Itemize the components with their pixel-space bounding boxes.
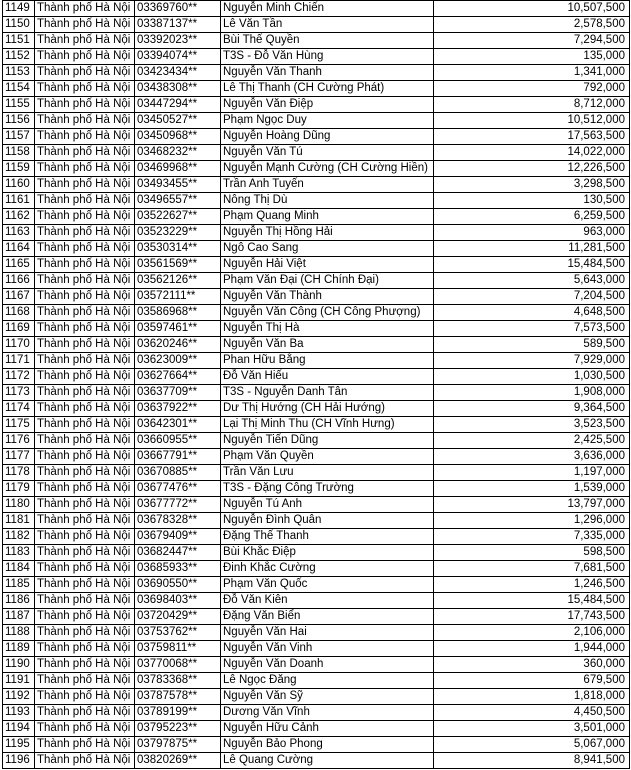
table-row (3, 113, 630, 129)
row-number: 1149 (3, 1, 35, 17)
name-cell: Lê Ngọc Đăng (221, 673, 434, 689)
phone-cell: 03698403** (135, 593, 221, 609)
city-cell: Thành phố Hà Nội (35, 689, 135, 705)
row-number: 1159 (3, 161, 35, 177)
name-cell: Nguyễn Văn Thành (221, 289, 434, 305)
row-number: 1175 (3, 417, 35, 433)
amount-cell: 14,022,000 (434, 145, 630, 161)
phone-cell: 03522627** (135, 209, 221, 225)
row-number: 1182 (3, 529, 35, 545)
name-cell: Đặng Thế Thanh (221, 529, 434, 545)
amount-cell: 1,908,000 (434, 385, 630, 401)
table-row (3, 369, 630, 385)
city-cell: Thành phố Hà Nội (35, 257, 135, 273)
table-row (3, 449, 630, 465)
row-number: 1196 (3, 753, 35, 769)
name-cell: T3S - Nguyễn Danh Tân (221, 385, 434, 401)
phone-cell: 03450968** (135, 129, 221, 145)
phone-cell: 03660955** (135, 433, 221, 449)
table-row (3, 1, 630, 17)
phone-cell: 03677476** (135, 481, 221, 497)
phone-cell: 03530314** (135, 241, 221, 257)
row-number: 1161 (3, 193, 35, 209)
phone-cell: 03450527** (135, 113, 221, 129)
city-cell: Thành phố Hà Nội (35, 561, 135, 577)
phone-cell: 03523229** (135, 225, 221, 241)
row-number: 1152 (3, 49, 35, 65)
name-cell: Nguyễn Văn Doanh (221, 657, 434, 673)
row-number: 1185 (3, 577, 35, 593)
amount-cell: 10,507,500 (434, 1, 630, 17)
city-cell: Thành phố Hà Nội (35, 273, 135, 289)
amount-cell: 2,425,500 (434, 433, 630, 449)
name-cell: Nguyễn Tú Anh (221, 497, 434, 513)
row-number: 1184 (3, 561, 35, 577)
phone-cell: 03493455** (135, 177, 221, 193)
name-cell: Nguyễn Văn Vinh (221, 641, 434, 657)
table-row (3, 529, 630, 545)
name-cell: Phạm Ngọc Duy (221, 113, 434, 129)
amount-cell: 1,539,000 (434, 481, 630, 497)
table-row (3, 225, 630, 241)
table-row (3, 657, 630, 673)
table-row (3, 753, 630, 769)
amount-cell: 1,197,000 (434, 465, 630, 481)
table-row (3, 401, 630, 417)
row-number: 1194 (3, 721, 35, 737)
table-row (3, 385, 630, 401)
city-cell: Thành phố Hà Nội (35, 545, 135, 561)
row-number: 1188 (3, 625, 35, 641)
phone-cell: 03597461** (135, 321, 221, 337)
city-cell: Thành phố Hà Nội (35, 673, 135, 689)
phone-cell: 03667791** (135, 449, 221, 465)
phone-cell: 03789199** (135, 705, 221, 721)
amount-cell: 963,000 (434, 225, 630, 241)
amount-cell: 7,929,000 (434, 353, 630, 369)
city-cell: Thành phố Hà Nội (35, 753, 135, 769)
name-cell: Nguyễn Minh Chiến (221, 1, 434, 17)
phone-cell: 03468232** (135, 145, 221, 161)
table-row (3, 689, 630, 705)
row-number: 1154 (3, 81, 35, 97)
amount-cell: 7,335,000 (434, 529, 630, 545)
city-cell: Thành phố Hà Nội (35, 497, 135, 513)
table-row (3, 177, 630, 193)
city-cell: Thành phố Hà Nội (35, 369, 135, 385)
table-row (3, 81, 630, 97)
amount-cell: 7,294,500 (434, 33, 630, 49)
amount-cell: 10,512,000 (434, 113, 630, 129)
city-cell: Thành phố Hà Nội (35, 353, 135, 369)
amount-cell: 1,030,500 (434, 369, 630, 385)
city-cell: Thành phố Hà Nội (35, 513, 135, 529)
city-cell: Thành phố Hà Nội (35, 449, 135, 465)
phone-cell: 03783368** (135, 673, 221, 689)
city-cell: Thành phố Hà Nội (35, 705, 135, 721)
phone-cell: 03561569** (135, 257, 221, 273)
name-cell: Nguyễn Văn Điệp (221, 97, 434, 113)
row-number: 1178 (3, 465, 35, 481)
city-cell: Thành phố Hà Nội (35, 1, 135, 17)
name-cell: Lê Quang Cường (221, 753, 434, 769)
city-cell: Thành phố Hà Nội (35, 129, 135, 145)
name-cell: Dư Thị Hướng (CH Hải Hướng) (221, 401, 434, 417)
phone-cell: 03586968** (135, 305, 221, 321)
name-cell: Nguyễn Hoàng Dũng (221, 129, 434, 145)
row-number: 1174 (3, 401, 35, 417)
city-cell: Thành phố Hà Nội (35, 625, 135, 641)
amount-cell: 1,341,000 (434, 65, 630, 81)
city-cell: Thành phố Hà Nội (35, 657, 135, 673)
city-cell: Thành phố Hà Nội (35, 161, 135, 177)
name-cell: Bùi Khắc Điệp (221, 545, 434, 561)
phone-cell: 03423434** (135, 65, 221, 81)
city-cell: Thành phố Hà Nội (35, 401, 135, 417)
row-number: 1180 (3, 497, 35, 513)
phone-cell: 03642301** (135, 417, 221, 433)
amount-cell: 8,712,000 (434, 97, 630, 113)
city-cell: Thành phố Hà Nội (35, 241, 135, 257)
table-row (3, 337, 630, 353)
row-number: 1163 (3, 225, 35, 241)
table-row (3, 433, 630, 449)
city-cell: Thành phố Hà Nội (35, 49, 135, 65)
name-cell: Bùi Thế Quyền (221, 33, 434, 49)
row-number: 1193 (3, 705, 35, 721)
name-cell: Nguyễn Mạnh Cường (CH Cường Hiền) (221, 161, 434, 177)
phone-cell: 03572111** (135, 289, 221, 305)
name-cell: Đỗ Văn Hiếu (221, 369, 434, 385)
table-row (3, 241, 630, 257)
amount-cell: 792,000 (434, 81, 630, 97)
city-cell: Thành phố Hà Nội (35, 609, 135, 625)
city-cell: Thành phố Hà Nội (35, 721, 135, 737)
row-number: 1186 (3, 593, 35, 609)
table-row (3, 561, 630, 577)
table-row (3, 705, 630, 721)
name-cell: T3S - Đỗ Văn Hùng (221, 49, 434, 65)
phone-cell: 03682447** (135, 545, 221, 561)
name-cell: Nguyễn Văn Ba (221, 337, 434, 353)
phone-cell: 03369760** (135, 1, 221, 17)
phone-cell: 03620246** (135, 337, 221, 353)
city-cell: Thành phố Hà Nội (35, 97, 135, 113)
phone-cell: 03637709** (135, 385, 221, 401)
row-number: 1165 (3, 257, 35, 273)
amount-cell: 7,204,500 (434, 289, 630, 305)
amount-cell: 15,484,500 (434, 593, 630, 609)
city-cell: Thành phố Hà Nội (35, 321, 135, 337)
phone-cell: 03496557** (135, 193, 221, 209)
table-row (3, 65, 630, 81)
table-row (3, 737, 630, 753)
amount-cell: 2,106,000 (434, 625, 630, 641)
table-row (3, 257, 630, 273)
row-number: 1157 (3, 129, 35, 145)
phone-cell: 03469968** (135, 161, 221, 177)
amount-cell: 3,501,000 (434, 721, 630, 737)
row-number: 1160 (3, 177, 35, 193)
table-row (3, 353, 630, 369)
amount-cell: 8,941,500 (434, 753, 630, 769)
table-row (3, 33, 630, 49)
amount-cell: 135,000 (434, 49, 630, 65)
city-cell: Thành phố Hà Nội (35, 737, 135, 753)
name-cell: Đỗ Văn Kiên (221, 593, 434, 609)
name-cell: Nguyễn Thị Hà (221, 321, 434, 337)
amount-cell: 7,681,500 (434, 561, 630, 577)
amount-cell: 17,743,500 (434, 609, 630, 625)
amount-cell: 3,298,500 (434, 177, 630, 193)
row-number: 1155 (3, 97, 35, 113)
row-number: 1168 (3, 305, 35, 321)
city-cell: Thành phố Hà Nội (35, 65, 135, 81)
row-number: 1183 (3, 545, 35, 561)
phone-cell: 03387137** (135, 17, 221, 33)
table-row (3, 193, 630, 209)
table-row (3, 593, 630, 609)
table-row (3, 273, 630, 289)
amount-cell: 3,636,000 (434, 449, 630, 465)
table-row (3, 305, 630, 321)
city-cell: Thành phố Hà Nội (35, 177, 135, 193)
row-number: 1181 (3, 513, 35, 529)
row-number: 1169 (3, 321, 35, 337)
phone-cell: 03447294** (135, 97, 221, 113)
name-cell: Dương Văn Vĩnh (221, 705, 434, 721)
phone-cell: 03685933** (135, 561, 221, 577)
phone-cell: 03623009** (135, 353, 221, 369)
table-row (3, 609, 630, 625)
amount-cell: 12,226,500 (434, 161, 630, 177)
phone-cell: 03627664** (135, 369, 221, 385)
table-row (3, 417, 630, 433)
city-cell: Thành phố Hà Nội (35, 385, 135, 401)
name-cell: Lê Văn Tần (221, 17, 434, 33)
phone-cell: 03438308** (135, 81, 221, 97)
phone-cell: 03770068** (135, 657, 221, 673)
phone-cell: 03787578** (135, 689, 221, 705)
name-cell: Nguyễn Văn Công (CH Công Phượng) (221, 305, 434, 321)
row-number: 1166 (3, 273, 35, 289)
amount-cell: 4,450,500 (434, 705, 630, 721)
table-row (3, 129, 630, 145)
name-cell: Nguyễn Hải Việt (221, 257, 434, 273)
row-number: 1150 (3, 17, 35, 33)
name-cell: Ngô Cao Sang (221, 241, 434, 257)
row-number: 1173 (3, 385, 35, 401)
amount-cell: 6,259,500 (434, 209, 630, 225)
row-number: 1172 (3, 369, 35, 385)
table-row (3, 497, 630, 513)
row-number: 1189 (3, 641, 35, 657)
table-row (3, 321, 630, 337)
name-cell: Phạm Văn Đại (CH Chính Đại) (221, 273, 434, 289)
amount-cell: 2,578,500 (434, 17, 630, 33)
name-cell: Nguyễn Hữu Cảnh (221, 721, 434, 737)
phone-cell: 03720429** (135, 609, 221, 625)
table-row (3, 17, 630, 33)
name-cell: Phạm Văn Quyền (221, 449, 434, 465)
name-cell: Nguyễn Văn Hai (221, 625, 434, 641)
city-cell: Thành phố Hà Nội (35, 529, 135, 545)
row-number: 1158 (3, 145, 35, 161)
table-row (3, 545, 630, 561)
city-cell: Thành phố Hà Nội (35, 113, 135, 129)
row-number: 1162 (3, 209, 35, 225)
name-cell: Nông Thị Dù (221, 193, 434, 209)
phone-cell: 03670885** (135, 465, 221, 481)
phone-cell: 03690550** (135, 577, 221, 593)
city-cell: Thành phố Hà Nội (35, 145, 135, 161)
table-row (3, 209, 630, 225)
phone-cell: 03753762** (135, 625, 221, 641)
name-cell: Phan Hữu Bằng (221, 353, 434, 369)
row-number: 1151 (3, 33, 35, 49)
name-cell: Phạm Văn Quốc (221, 577, 434, 593)
amount-cell: 1,296,000 (434, 513, 630, 529)
row-number: 1171 (3, 353, 35, 369)
city-cell: Thành phố Hà Nội (35, 17, 135, 33)
row-number: 1192 (3, 689, 35, 705)
name-cell: T3S - Đặng Công Trường (221, 481, 434, 497)
table-row (3, 673, 630, 689)
amount-cell: 589,500 (434, 337, 630, 353)
city-cell: Thành phố Hà Nội (35, 641, 135, 657)
amount-cell: 130,500 (434, 193, 630, 209)
amount-cell: 7,573,500 (434, 321, 630, 337)
phone-cell: 03562126** (135, 273, 221, 289)
phone-cell: 03679409** (135, 529, 221, 545)
city-cell: Thành phố Hà Nội (35, 337, 135, 353)
table-row (3, 641, 630, 657)
name-cell: Phạm Quang Minh (221, 209, 434, 225)
city-cell: Thành phố Hà Nội (35, 593, 135, 609)
phone-cell: 03797875** (135, 737, 221, 753)
phone-cell: 03795223** (135, 721, 221, 737)
city-cell: Thành phố Hà Nội (35, 289, 135, 305)
city-cell: Thành phố Hà Nội (35, 433, 135, 449)
row-number: 1167 (3, 289, 35, 305)
row-number: 1191 (3, 673, 35, 689)
phone-cell: 03678328** (135, 513, 221, 529)
phone-cell: 03392023** (135, 33, 221, 49)
amount-cell: 1,818,000 (434, 689, 630, 705)
name-cell: Nguyễn Thị Hồng Hải (221, 225, 434, 241)
amount-cell: 1,944,000 (434, 641, 630, 657)
amount-cell: 360,000 (434, 657, 630, 673)
phone-cell: 03759811** (135, 641, 221, 657)
phone-cell: 03637922** (135, 401, 221, 417)
row-number: 1170 (3, 337, 35, 353)
table-row (3, 625, 630, 641)
amount-cell: 11,281,500 (434, 241, 630, 257)
city-cell: Thành phố Hà Nội (35, 577, 135, 593)
amount-cell: 598,500 (434, 545, 630, 561)
city-cell: Thành phố Hà Nội (35, 305, 135, 321)
phone-cell: 03677772** (135, 497, 221, 513)
amount-cell: 4,648,500 (434, 305, 630, 321)
table-row (3, 161, 630, 177)
table-row (3, 289, 630, 305)
row-number: 1153 (3, 65, 35, 81)
amount-cell: 13,797,000 (434, 497, 630, 513)
phone-cell: 03394074** (135, 49, 221, 65)
name-cell: Nguyễn Bảo Phong (221, 737, 434, 753)
row-number: 1177 (3, 449, 35, 465)
city-cell: Thành phố Hà Nội (35, 81, 135, 97)
name-cell: Nguyễn Văn Thanh (221, 65, 434, 81)
city-cell: Thành phố Hà Nội (35, 465, 135, 481)
row-number: 1176 (3, 433, 35, 449)
table-row (3, 721, 630, 737)
amount-cell: 1,246,500 (434, 577, 630, 593)
city-cell: Thành phố Hà Nội (35, 417, 135, 433)
name-cell: Lại Thị Minh Thu (CH Vĩnh Hưng) (221, 417, 434, 433)
name-cell: Nguyễn Văn Sỹ (221, 689, 434, 705)
amount-cell: 9,364,500 (434, 401, 630, 417)
city-cell: Thành phố Hà Nội (35, 209, 135, 225)
name-cell: Đinh Khắc Cường (221, 561, 434, 577)
records-table-body (3, 1, 630, 769)
table-row (3, 97, 630, 113)
city-cell: Thành phố Hà Nội (35, 193, 135, 209)
amount-cell: 5,067,000 (434, 737, 630, 753)
table-row (3, 481, 630, 497)
table-row (3, 513, 630, 529)
city-cell: Thành phố Hà Nội (35, 225, 135, 241)
name-cell: Nguyễn Văn Tú (221, 145, 434, 161)
records-table (2, 0, 630, 769)
row-number: 1195 (3, 737, 35, 753)
row-number: 1179 (3, 481, 35, 497)
row-number: 1164 (3, 241, 35, 257)
phone-cell: 03820269** (135, 753, 221, 769)
city-cell: Thành phố Hà Nội (35, 33, 135, 49)
name-cell: Nguyễn Đình Quân (221, 513, 434, 529)
amount-cell: 679,500 (434, 673, 630, 689)
amount-cell: 5,643,000 (434, 273, 630, 289)
table-row (3, 577, 630, 593)
name-cell: Trần Văn Lưu (221, 465, 434, 481)
name-cell: Trần Anh Tuyến (221, 177, 434, 193)
row-number: 1187 (3, 609, 35, 625)
amount-cell: 17,563,500 (434, 129, 630, 145)
row-number: 1190 (3, 657, 35, 673)
name-cell: Nguyễn Tiến Dũng (221, 433, 434, 449)
city-cell: Thành phố Hà Nội (35, 481, 135, 497)
table-row (3, 145, 630, 161)
table-row (3, 49, 630, 65)
amount-cell: 3,523,500 (434, 417, 630, 433)
name-cell: Đặng Văn Biển (221, 609, 434, 625)
row-number: 1156 (3, 113, 35, 129)
table-row (3, 465, 630, 481)
amount-cell: 15,484,500 (434, 257, 630, 273)
name-cell: Lê Thị Thanh (CH Cường Phát) (221, 81, 434, 97)
